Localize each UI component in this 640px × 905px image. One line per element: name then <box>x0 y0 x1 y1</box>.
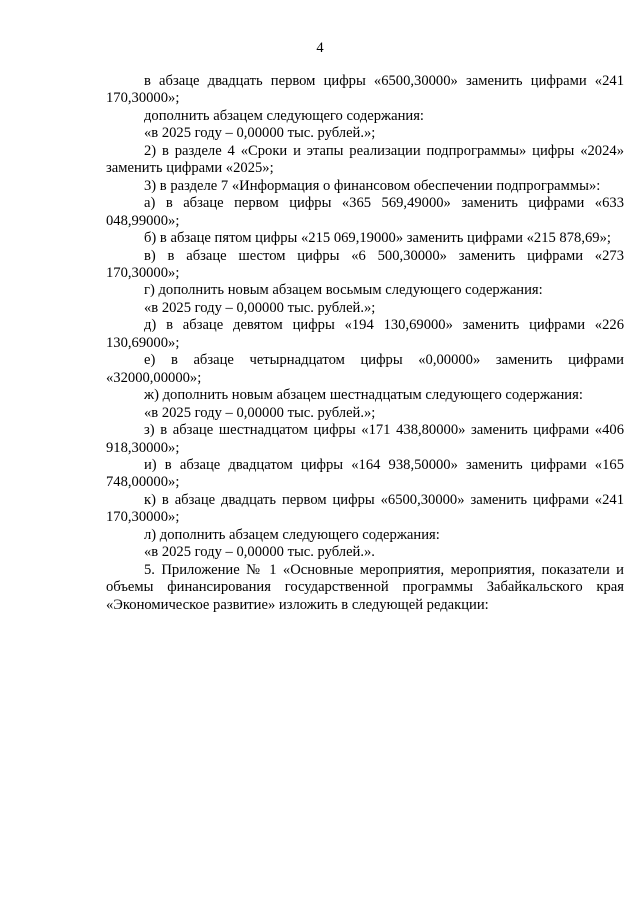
paragraph: в) в абзаце шестом цифры «6 500,30000» заменить цифрами «273 170,30000»; <box>106 247 624 281</box>
paragraph: «в 2025 году – 0,00000 тыс. рублей.»; <box>144 125 376 142</box>
paragraph: з) в абзаце шестнадцатом цифры «171 438,80000» заменить цифрами «406 918,30000»; <box>106 422 624 456</box>
page-number: 4 <box>316 40 324 56</box>
paragraph: е) в абзаце четырнадцатом цифры «0,00000» заменить цифрами «32000,00000»; <box>106 352 624 386</box>
paragraph: и) в абзаце двадцатом цифры «164 938,50000» заменить цифрами «165 748,00000»; <box>106 456 624 491</box>
document-body <box>106 73 624 614</box>
paragraph: дополнить абзацем следующего содержания: <box>144 107 424 124</box>
paragraph: к) в абзаце двадцать первом цифры «6500,30000» заменить цифрами «241 170,30000»; <box>106 491 624 526</box>
paragraph: б) в абзаце пятом цифры «215 069,19000» заменить цифрами «215 878,69»; <box>144 230 611 247</box>
paragraph: «в 2025 году – 0,00000 тыс. рублей.»; <box>144 299 376 316</box>
paragraph: ж) дополнить новым абзацем шестнадцатым следующего содержания: <box>144 387 583 404</box>
paragraph: 3) в разделе 7 «Информация о финансовом обеспечении подпрограммы»: <box>144 177 601 194</box>
paragraph: л) дополнить абзацем следующего содержания: <box>144 526 440 543</box>
paragraph: г) дополнить новым абзацем восьмым следующего содержания: <box>144 282 543 299</box>
paragraph: «в 2025 году – 0,00000 тыс. рублей.». <box>144 544 375 561</box>
paragraph: д) в абзаце девятом цифры «194 130,69000» заменить цифрами «226 130,69000»; <box>106 317 624 351</box>
paragraph: «в 2025 году – 0,00000 тыс. рублей.»; <box>144 404 376 421</box>
paragraph: а) в абзаце первом цифры «365 569,49000» заменить цифрами «633 048,99000»; <box>106 195 624 229</box>
paragraph: 5. Приложение № 1 «Основные мероприятия, мероприятия, показатели и объемы финансирования государственной программы Забайкальского края «Экономическое развитие» изложить в следующей редакции: <box>106 561 624 613</box>
paragraph: 2) в разделе 4 «Сроки и этапы реализации подпрограммы» цифры «2024» заменить цифрами «2025»; <box>106 142 624 177</box>
paragraph: в абзаце двадцать первом цифры «6500,30000» заменить цифрами «241 170,30000»; <box>106 73 624 107</box>
